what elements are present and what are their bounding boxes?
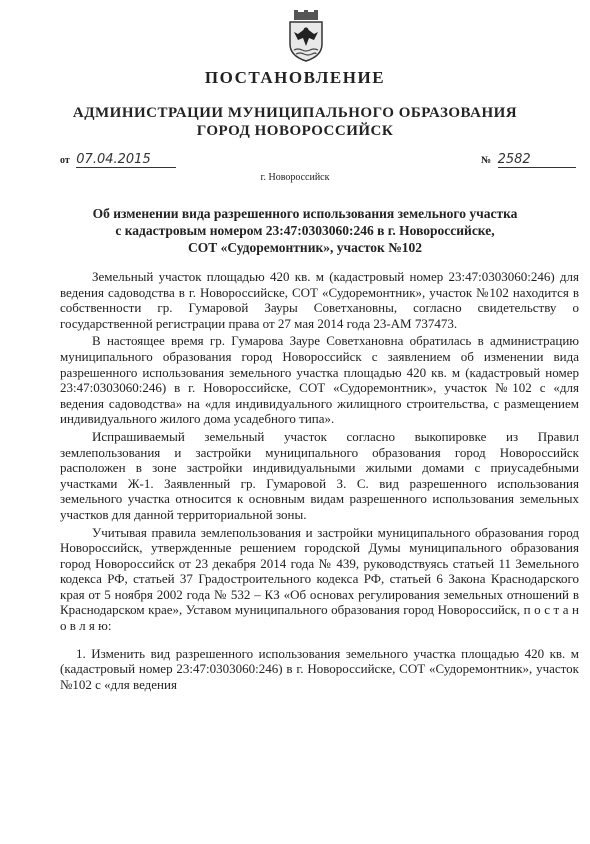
date-value: 07.04.2015 (76, 153, 176, 168)
number-value: 2582 (498, 153, 576, 168)
document-title: ПОСТАНОВЛЕНИЕ (204, 68, 386, 87)
city: г. Новороссийск (260, 172, 330, 183)
subject-line-3: СОТ «Судоремонтник», участок №102 (187, 240, 423, 255)
subject-line-1: Об изменении вида разрешенного использования земельного участка (92, 206, 518, 221)
paragraph-ownership: Земельный участок площадью 420 кв. м (кадастровый номер 23:47:0303060:246) для ведения садоводства в г. Новороссийске, СОТ «Судоремонтник», участок №102 находится в собственности гр. Гумаровой Зауры Советхановны, согласно свидетельству о государственной регистрации права от 27 мая 2014 года 23-АМ 737473. (60, 269, 579, 331)
resolution-item-1: 1. Изменить вид разрешенного использования земельного участка площадью 420 кв. м (кадастровый номер 23:47:0303060:246) в г. Новороссийске, СОТ «Судоремонтник», участок №102 с «для ведения (60, 645, 579, 692)
coat-of-arms-icon (284, 10, 328, 62)
document-date (60, 153, 176, 168)
paragraph-legal-basis: Учитывая правила землепользования и застройки муниципального образования город Новороссийск, утвержденные решением городской Думы муниципального образования город Новороссийск от 23 декабря 2014 года № 439, руководствуясь статьей 11 Земельного кодекса РФ, статьей 37 Градостроительного кодекса РФ, статьей 6 Закона Краснодарского края от 5 ноября 2002 года № 532 – КЗ «Об основах регулирования земельных отношений в Краснодарском крае», Уставом муниципального образования город Новороссийск, п о с т а н о в л я ю: (60, 524, 579, 634)
document-body (60, 269, 579, 692)
paragraph-application: В настоящее время гр. Гумарова Зауре Советхановна обратилась в администрацию муниципального образования город Новороссийск с заявлением об изменении вида разрешенного использования земельного участка площадью 420 кв. м (кадастровый номер 23:47:0303060:246) в г. Новороссийске, СОТ «Судоремонтник», участок №102 с «для ведения садоводства» на «для индивидуального жилищного строительства, с размещением индивидуального жилого дома усадебного типа». (60, 333, 579, 427)
date-prefix: от (60, 155, 70, 166)
document-subject (60, 205, 550, 256)
subject-line-2: с кадастровым номером 23:47:0303060:246 в г. Новороссийске, (115, 223, 495, 238)
document-number (481, 153, 576, 168)
issuing-authority (0, 104, 590, 140)
authority-line-1: АДМИНИСТРАЦИИ МУНИЦИПАЛЬНОГО ОБРАЗОВАНИЯ (72, 105, 518, 121)
paragraph-zoning: Испрашиваемый земельный участок согласно выкопировке из Правил землепользования и застройки муниципального образования город Новороссийск расположен в зоне застройки индивидуальными жилыми домами с приусадебными участками Ж-1. Заявленный гр. Гумаровой З. С. вид разрешенного использования земельного участка относится к основным видам разрешенного использования земельных участков для данной территориальной зоны. (60, 428, 579, 522)
number-prefix: № (481, 155, 492, 166)
authority-line-2: ГОРОД НОВОРОССИЙСК (196, 123, 394, 139)
